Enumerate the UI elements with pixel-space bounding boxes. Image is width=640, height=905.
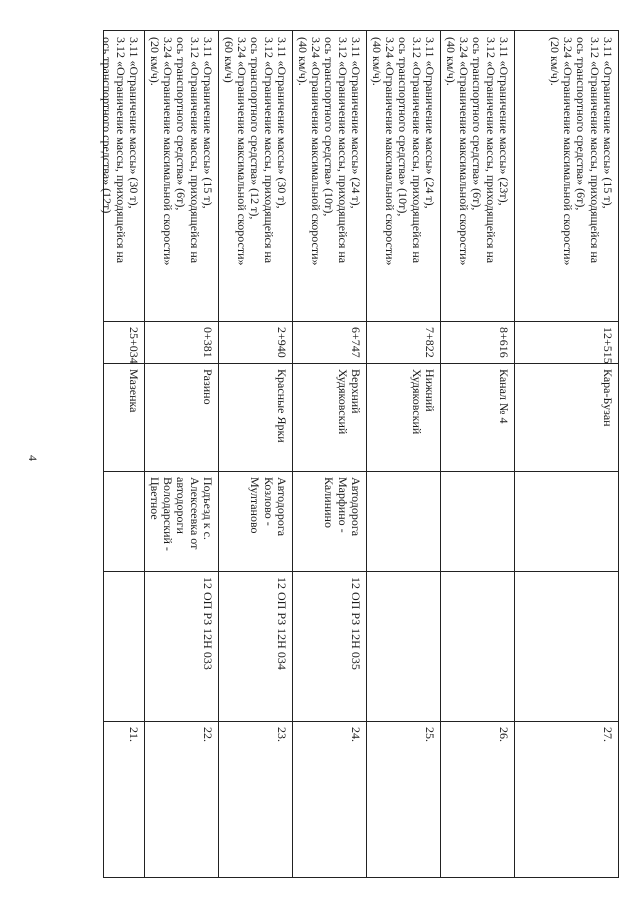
road-bridges-table <box>100 30 619 878</box>
cell-signs <box>218 31 292 321</box>
sign-line: 3.11 «Ограничение массы» (15 т), <box>601 37 615 209</box>
cell-place-text: Мазенка <box>127 369 141 413</box>
cell-signs-text <box>440 31 514 321</box>
cell-code-text <box>366 571 440 721</box>
sign-line: 3.12 «Ограничение массы, приходящейся на <box>261 37 276 264</box>
sign-line: 3.11 «Ограничение массы» (30 т), <box>127 37 141 209</box>
sign-line: 3.12 «Ограничение массы, приходящейся на <box>409 37 424 264</box>
cell-code <box>292 571 366 721</box>
cell-signs <box>100 31 144 321</box>
cell-signs <box>366 31 440 321</box>
cell-code-text <box>440 571 514 721</box>
cell-signs <box>292 31 366 321</box>
cell-place <box>514 363 618 471</box>
sign-line: 3.12 «Ограничение массы, приходящейся на <box>335 37 350 264</box>
cell-signs-text <box>218 31 292 321</box>
cell-road-text <box>366 471 440 571</box>
cell-place-text: Красные Ярки <box>275 369 289 443</box>
cell-code <box>366 571 440 721</box>
cell-km-text: 6+747 <box>349 327 363 358</box>
cell-km-text: 8+616 <box>497 327 511 358</box>
cell-num <box>144 721 218 879</box>
cell-road-text: Подъезд к с. Алексеевка от автодороги Володарский - Цветное <box>147 477 215 551</box>
cell-signs-text <box>514 31 618 321</box>
cell-road <box>104 471 144 571</box>
cell-km-text: 25+034 <box>127 327 141 364</box>
sign-line: ось транспортного средства» (12т) <box>100 37 115 214</box>
cell-code <box>218 571 292 721</box>
cell-signs <box>144 31 218 321</box>
sign-line: 3.11 «Ограничение массы» (15 т), <box>201 37 215 209</box>
cell-code <box>144 571 218 721</box>
cell-num-text: 23. <box>275 727 289 742</box>
cell-signs-text <box>144 31 218 321</box>
cell-place-text: Разино <box>201 369 215 405</box>
sign-line: ось транспортного средства» (10т), <box>322 37 337 217</box>
cell-place-text: Нижний Худяковский <box>409 369 437 435</box>
cell-num-text: 21. <box>127 727 141 742</box>
cell-road <box>514 471 618 571</box>
cell-code-text <box>514 571 618 721</box>
sign-line: 3.11 «Ограничение массы» (23т), <box>497 37 511 206</box>
cell-signs-text <box>366 31 440 321</box>
cell-signs-text <box>292 31 366 321</box>
cell-road <box>440 471 514 571</box>
sign-line: (40 км/ч). <box>369 37 384 86</box>
sign-line: 3.11 «Ограничение массы» (24 т), <box>423 37 437 209</box>
sign-line: 3.24 «Ограничение максимальной скорости» <box>235 37 250 266</box>
cell-num <box>292 721 366 879</box>
cell-code <box>440 571 514 721</box>
sign-line: (60 км/ч) <box>221 37 236 83</box>
cell-km <box>440 321 514 363</box>
sign-line: (40 км/ч). <box>295 37 310 86</box>
cell-km <box>104 321 144 363</box>
sign-line: ось транспортного средства» (6т), <box>174 37 189 211</box>
sign-line: 3.11 «Ограничение массы» (24 т), <box>349 37 363 209</box>
cell-place-text: Верхний Худяковский <box>335 369 363 435</box>
sign-line: (20 км/ч). <box>547 37 562 86</box>
sign-line: ось транспортного средства» (6т), <box>574 37 589 211</box>
cell-km-text: 12+515 <box>601 327 615 364</box>
cell-num <box>440 721 514 879</box>
cell-road-text: Автодорога Козлово - Мултаново <box>248 477 289 537</box>
cell-road <box>218 471 292 571</box>
cell-num-text: 24. <box>349 727 363 742</box>
cell-road <box>292 471 366 571</box>
sign-line: ось транспортного средства» (12 т), <box>248 37 263 220</box>
cell-code-text: 12 ОП РЗ 12Н 035 <box>349 577 363 670</box>
sign-line: 3.12 «Ограничение массы, приходящейся на <box>187 37 202 264</box>
cell-km <box>144 321 218 363</box>
cell-place-text: Кара-Бузан <box>601 369 615 427</box>
cell-place <box>144 363 218 471</box>
cell-num <box>104 721 144 879</box>
cell-code-text: 12 ОП РЗ 12Н 033 <box>201 577 215 670</box>
cell-place <box>292 363 366 471</box>
cell-place <box>440 363 514 471</box>
cell-code-text: 12 ОП РЗ 12Н 034 <box>275 577 289 670</box>
cell-code <box>104 571 144 721</box>
cell-road-text <box>440 471 514 571</box>
cell-place <box>104 363 144 471</box>
sign-line: 3.11 «Ограничение массы» (30 т), <box>275 37 289 209</box>
sign-line: 3.12 «Ограничение массы, приходящейся на <box>587 37 602 264</box>
sign-line: ось транспортного средства» (6т), <box>470 37 485 211</box>
cell-km <box>218 321 292 363</box>
sign-line: (20 км/ч). <box>147 37 162 86</box>
sign-line: (40 км/ч). <box>443 37 458 86</box>
cell-km <box>514 321 618 363</box>
cell-num-text: 27. <box>601 727 615 742</box>
page-number: 4 <box>26 455 40 461</box>
cell-road-text: Автодорога Марфино - Калинино <box>322 477 363 537</box>
sign-line: 3.24 «Ограничение максимальной скорости» <box>457 37 472 266</box>
cell-road <box>144 471 218 571</box>
cell-km <box>366 321 440 363</box>
sign-line: 3.24 «Ограничение максимальной скорости» <box>309 37 324 266</box>
cell-place-text: Канал № 4 <box>497 369 511 424</box>
cell-code-text <box>104 571 144 721</box>
sign-line: 3.24 «Ограничение максимальной скорости» <box>561 37 576 266</box>
cell-km-text: 2+940 <box>275 327 289 358</box>
sign-line: 3.24 «Ограничение максимальной скорости» <box>161 37 176 266</box>
cell-num <box>514 721 618 879</box>
cell-signs-text <box>100 31 144 321</box>
cell-place <box>366 363 440 471</box>
cell-signs <box>440 31 514 321</box>
cell-road-text <box>104 471 144 571</box>
cell-km-text: 0+381 <box>201 327 215 358</box>
cell-num-text: 22. <box>201 727 215 742</box>
cell-road <box>366 471 440 571</box>
cell-place <box>218 363 292 471</box>
cell-num-text: 25. <box>423 727 437 742</box>
cell-code <box>514 571 618 721</box>
sign-line: 3.12 «Ограничение массы, приходящейся на <box>483 37 498 264</box>
sign-line: ось транспортного средства» (10т), <box>396 37 411 217</box>
sign-line: 3.12 «Ограничение массы, приходящейся на <box>113 37 128 264</box>
cell-num <box>366 721 440 879</box>
cell-road-text <box>514 471 618 571</box>
cell-num-text: 26. <box>497 727 511 742</box>
cell-num <box>218 721 292 879</box>
sign-line: 3.24 «Ограничение максимальной скорости» <box>383 37 398 266</box>
cell-km <box>292 321 366 363</box>
cell-signs <box>514 31 618 321</box>
cell-km-text: 7+822 <box>423 327 437 358</box>
